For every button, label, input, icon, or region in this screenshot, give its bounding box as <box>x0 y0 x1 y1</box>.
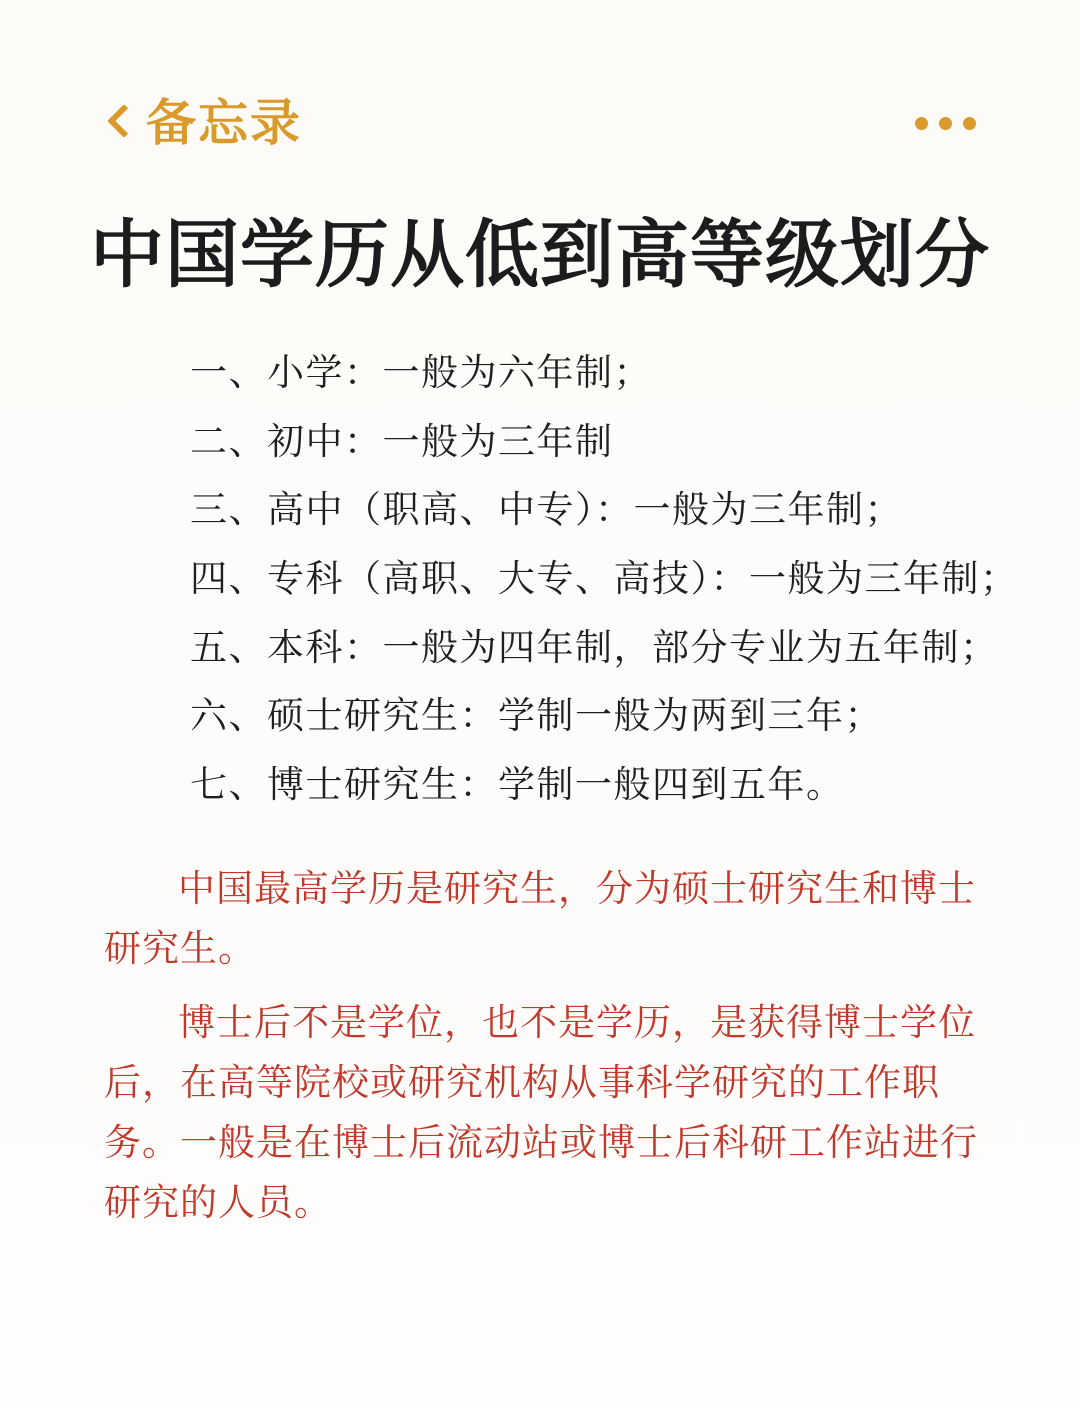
education-level-list <box>104 340 1019 821</box>
highlight-paragraphs <box>104 860 984 1248</box>
list-item: 五、本科：一般为四年制，部分专业为五年制； <box>190 627 999 669</box>
list-item: 四、专科（高职、大专、高技）：一般为三年制； <box>190 559 1019 601</box>
back-button[interactable] <box>104 95 302 151</box>
list-item: 六、硕士研究生：学制一般为两到三年； <box>190 696 883 738</box>
dot-1 <box>915 117 928 130</box>
paragraph-postdoc: 博士后不是学位，也不是学历，是获得博士学位后，在高等院校或研究机构从事科学研究的工作职务。一般是在博士后流动站或博士后科研工作站进行研究的人员。 <box>104 1002 978 1224</box>
dot-3 <box>963 117 976 130</box>
chevron-left-icon[interactable] <box>104 101 132 145</box>
paragraph-highest-degree: 中国最高学历是研究生，分为硕士研究生和博士研究生。 <box>104 869 976 970</box>
list-item: 三、高中（职高、中专）：一般为三年制； <box>190 490 903 532</box>
list-item: 一、小学：一般为六年制； <box>190 353 652 394</box>
app-header <box>0 78 1080 168</box>
dot-2 <box>939 117 952 130</box>
list-item: 七、博士研究生：学制一般四到五年。 <box>190 765 845 807</box>
app-title: 备忘录 <box>146 95 302 151</box>
more-options-icon[interactable] <box>915 117 976 130</box>
list-item: 二、初中：一般为三年制 <box>190 421 614 463</box>
page-title: 中国学历从低到高等级划分 <box>90 213 990 296</box>
